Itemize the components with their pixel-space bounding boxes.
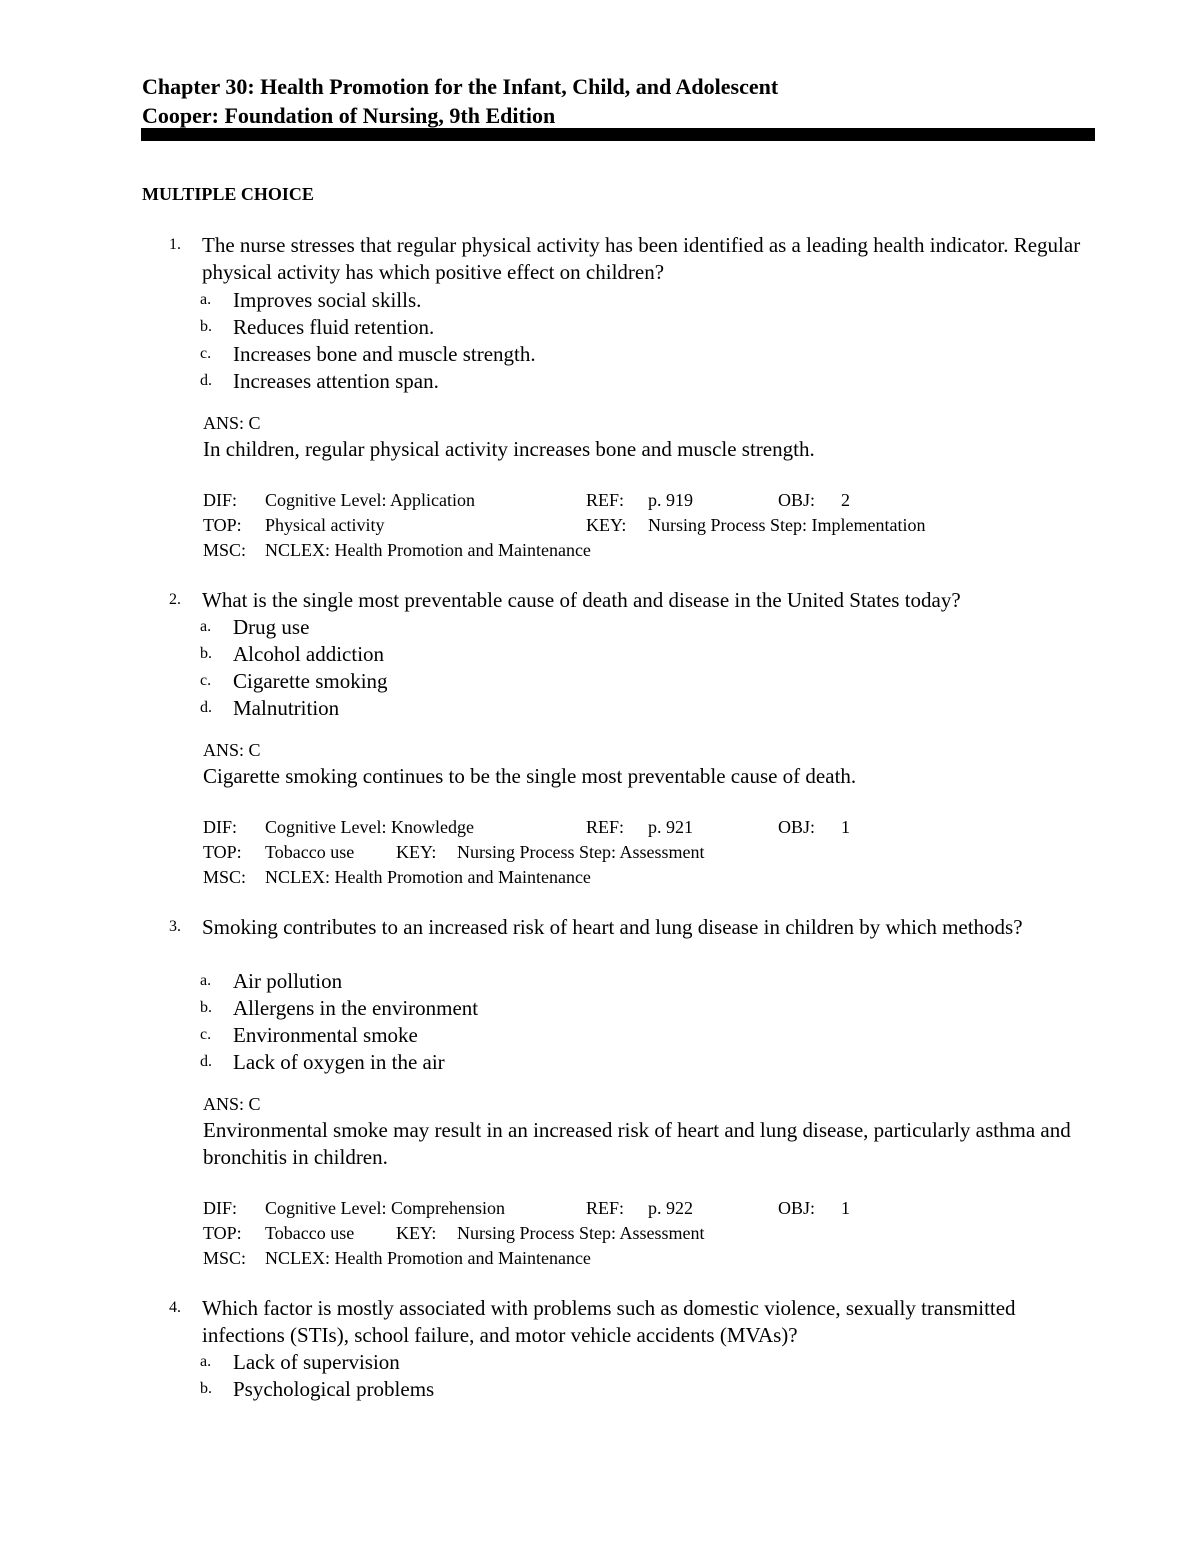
obj-label: OBJ:	[778, 1198, 816, 1218]
ref-value: p. 919	[648, 490, 693, 510]
option-text: Improves social skills.	[233, 288, 422, 312]
header-rule	[141, 128, 1095, 141]
rationale: In children, regular physical activity increases bone and muscle strength.	[203, 437, 815, 461]
obj-label: OBJ:	[778, 817, 816, 837]
key-value: Nursing Process Step: Assessment	[457, 1223, 705, 1243]
option-text: Lack of supervision	[233, 1350, 400, 1374]
top-label: TOP:	[203, 515, 242, 535]
key-label: KEY:	[396, 842, 437, 862]
question-number: 2.	[169, 591, 181, 608]
question-number: 3.	[169, 918, 181, 935]
option-text: Psychological problems	[233, 1377, 435, 1401]
option-letter: b.	[200, 318, 212, 335]
option-text: Increases bone and muscle strength.	[233, 342, 536, 366]
question-text: What is the single most preventable cause of death and disease in the United States today?	[202, 588, 961, 612]
obj-label: OBJ:	[778, 490, 816, 510]
ref-label: REF:	[586, 490, 625, 510]
option-text: Reduces fluid retention.	[233, 315, 435, 339]
option-text: Drug use	[233, 615, 310, 639]
ref-label: REF:	[586, 817, 625, 837]
dif-label: DIF:	[203, 490, 238, 510]
option-text: Malnutrition	[233, 696, 340, 720]
msc-value: NCLEX: Health Promotion and Maintenance	[265, 1248, 591, 1268]
option-letter: c.	[200, 672, 212, 689]
msc-value: NCLEX: Health Promotion and Maintenance	[265, 867, 591, 887]
top-value: Tobacco use	[265, 842, 355, 862]
option-letter: a.	[200, 972, 212, 989]
key-value: Nursing Process Step: Assessment	[457, 842, 705, 862]
obj-value: 1	[841, 817, 850, 837]
answer-line: ANS: C	[203, 1094, 261, 1114]
option-letter: a.	[200, 291, 212, 308]
question-number: 4.	[169, 1299, 181, 1316]
top-label: TOP:	[203, 1223, 242, 1243]
option-letter: a.	[200, 1353, 212, 1370]
option-text: Allergens in the environment	[233, 996, 479, 1020]
option-letter: b.	[200, 645, 212, 662]
key-label: KEY:	[586, 515, 627, 535]
top-value: Tobacco use	[265, 1223, 355, 1243]
dif-value: Cognitive Level: Application	[265, 490, 475, 510]
book-subtitle: Cooper: Foundation of Nursing, 9th Edition	[142, 103, 556, 128]
dif-value: Cognitive Level: Comprehension	[265, 1198, 505, 1218]
rationale: Environmental smoke may result in an increased risk of heart and lung disease, particularly asthma and bronchitis in children.	[203, 1118, 1071, 1169]
dif-label: DIF:	[203, 1198, 238, 1218]
msc-value: NCLEX: Health Promotion and Maintenance	[265, 540, 591, 560]
option-text: Air pollution	[233, 969, 343, 993]
obj-value: 1	[841, 1198, 850, 1218]
option-text: Increases attention span.	[233, 369, 439, 393]
obj-value: 2	[841, 490, 850, 510]
option-text: Lack of oxygen in the air	[233, 1050, 445, 1074]
question-text: Smoking contributes to an increased risk of heart and lung disease in children by which methods?	[202, 915, 1023, 939]
option-letter: a.	[200, 618, 212, 635]
msc-label: MSC:	[203, 867, 247, 887]
dif-label: DIF:	[203, 817, 238, 837]
question-number: 1.	[169, 236, 181, 253]
top-label: TOP:	[203, 842, 242, 862]
ref-label: REF:	[586, 1198, 625, 1218]
dif-value: Cognitive Level: Knowledge	[265, 817, 474, 837]
option-letter: d.	[200, 1053, 212, 1070]
option-text: Cigarette smoking	[233, 669, 388, 693]
option-letter: b.	[200, 1380, 212, 1397]
option-letter: c.	[200, 1026, 212, 1043]
key-label: KEY:	[396, 1223, 437, 1243]
option-letter: b.	[200, 999, 212, 1016]
option-letter: d.	[200, 699, 212, 716]
section-title: MULTIPLE CHOICE	[142, 184, 314, 204]
option-text: Alcohol addiction	[233, 642, 385, 666]
key-value: Nursing Process Step: Implementation	[648, 515, 926, 535]
rationale: Cigarette smoking continues to be the single most preventable cause of death.	[203, 764, 857, 788]
top-value: Physical activity	[265, 515, 385, 535]
option-letter: c.	[200, 345, 212, 362]
msc-label: MSC:	[203, 540, 247, 560]
option-letter: d.	[200, 372, 212, 389]
question-text: The nurse stresses that regular physical activity has been identified as a leading health indicator. Regular physical activity has which positive effect on children?	[202, 233, 1081, 284]
question-text: Which factor is mostly associated with problems such as domestic violence, sexually transmitted infections (STIs), school failure, and motor vehicle accidents (MVAs)?	[202, 1296, 1016, 1347]
answer-line: ANS: C	[203, 740, 261, 760]
msc-label: MSC:	[203, 1248, 247, 1268]
answer-line: ANS: C	[203, 413, 261, 433]
ref-value: p. 922	[648, 1198, 693, 1218]
ref-value: p. 921	[648, 817, 693, 837]
option-text: Environmental smoke	[233, 1023, 418, 1047]
chapter-title: Chapter 30: Health Promotion for the Infant, Child, and Adolescent	[142, 74, 779, 99]
